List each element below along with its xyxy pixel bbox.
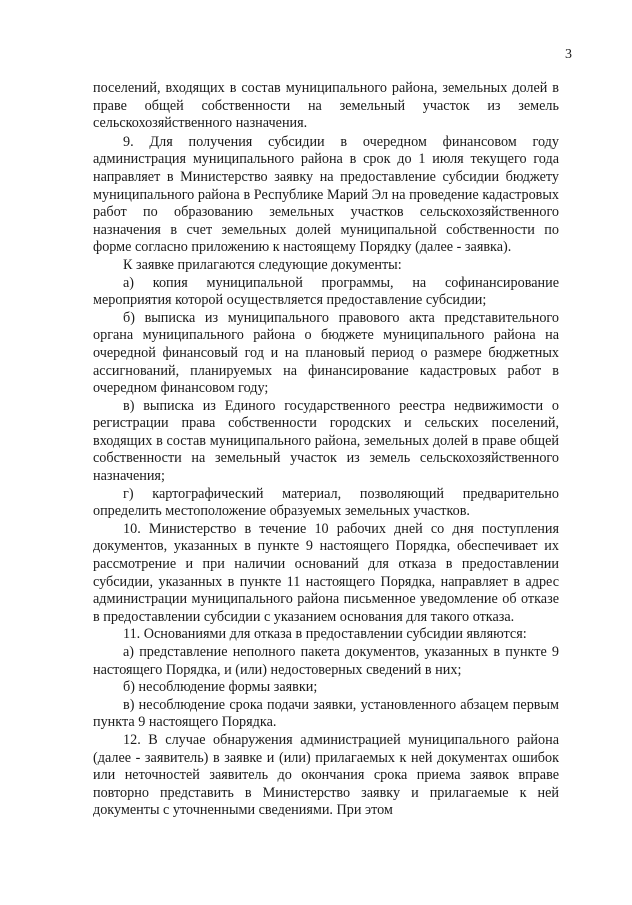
paragraph-subitem-v: в) выписка из Единого государственного реестра недвижимости о регистрации права собственности городских и сельских поселений, входящих в состав муниципального района, земельных долей в праве общей собственности на земельный участок из земель сельскохозяйственного назначения; [93,397,559,485]
page-number: 3 [565,47,572,62]
paragraph-item-12: 12. В случае обнаружения администрацией муниципального района (далее - заявитель) в заявке и (или) прилагаемых к ней документах ошибок или неточностей заявитель до окончания срока приема заявок вправе повторно представить в Министерство заявку и прилагаемые к ней документы с уточненными сведениями. При этом [93,731,559,819]
paragraph-item-9: 9. Для получения субсидии в очередном финансовом году администрация муниципального района в срок до 1 июля текущего года направляет в Министерство заявку на предоставление субсидии бюджету муниципального района в Республике Марий Эл на проведение кадастровых работ по образованию земельных участков сельскохозяйственного назначения в счет земельных долей муниципальной собственности по форме согласно приложению к настоящему Порядку (далее - заявка). [93,133,559,256]
paragraph-item-10: 10. Министерство в течение 10 рабочих дней со дня поступления документов, указанных в пункте 9 настоящего Порядка, обеспечивает их рассмотрение и при наличии оснований для отказа в предоставлении субсидии, указанных в пункте 11 настоящего Порядка, направляет в адрес администрации муниципального района письменное уведомление об отказе в предоставлении субсидии с указанием основания для такого отказа. [93,520,559,625]
paragraph-subitem-a: а) копия муниципальной программы, на софинансирование мероприятия которой осуществляется предоставление субсидии; [93,274,559,309]
paragraph-11-subitem-v: в) несоблюдение срока подачи заявки, установленного абзацем первым пункта 9 настоящего Порядка. [93,696,559,731]
paragraph-continuation: поселений, входящих в состав муниципального района, земельных долей в праве общей собственности на земельный участок из земель сельскохозяйственного назначения. [93,80,559,132]
document-body [93,80,559,820]
paragraph-attachments-intro: К заявке прилагаются следующие документы: [123,256,402,273]
paragraph-subitem-b: б) выписка из муниципального правового акта представительного органа муниципального района о бюджете муниципального района на очередной финансовый год и на плановый период о размере бюджетных ассигнований, планируемых на финансирование кадастровых работ в очередном финансовом году; [93,309,559,397]
paragraph-11-subitem-b: б) несоблюдение формы заявки; [123,679,318,696]
paragraph-subitem-g: г) картографический материал, позволяющий предварительно определить местоположение образуемых земельных участков. [93,485,559,520]
paragraph-11-subitem-a: а) представление неполного пакета документов, указанных в пункте 9 настоящего Порядка, и (или) недостоверных сведений в них; [93,644,559,678]
paragraph-item-11: 11. Основаниями для отказа в предоставлении субсидии являются: [123,626,527,643]
